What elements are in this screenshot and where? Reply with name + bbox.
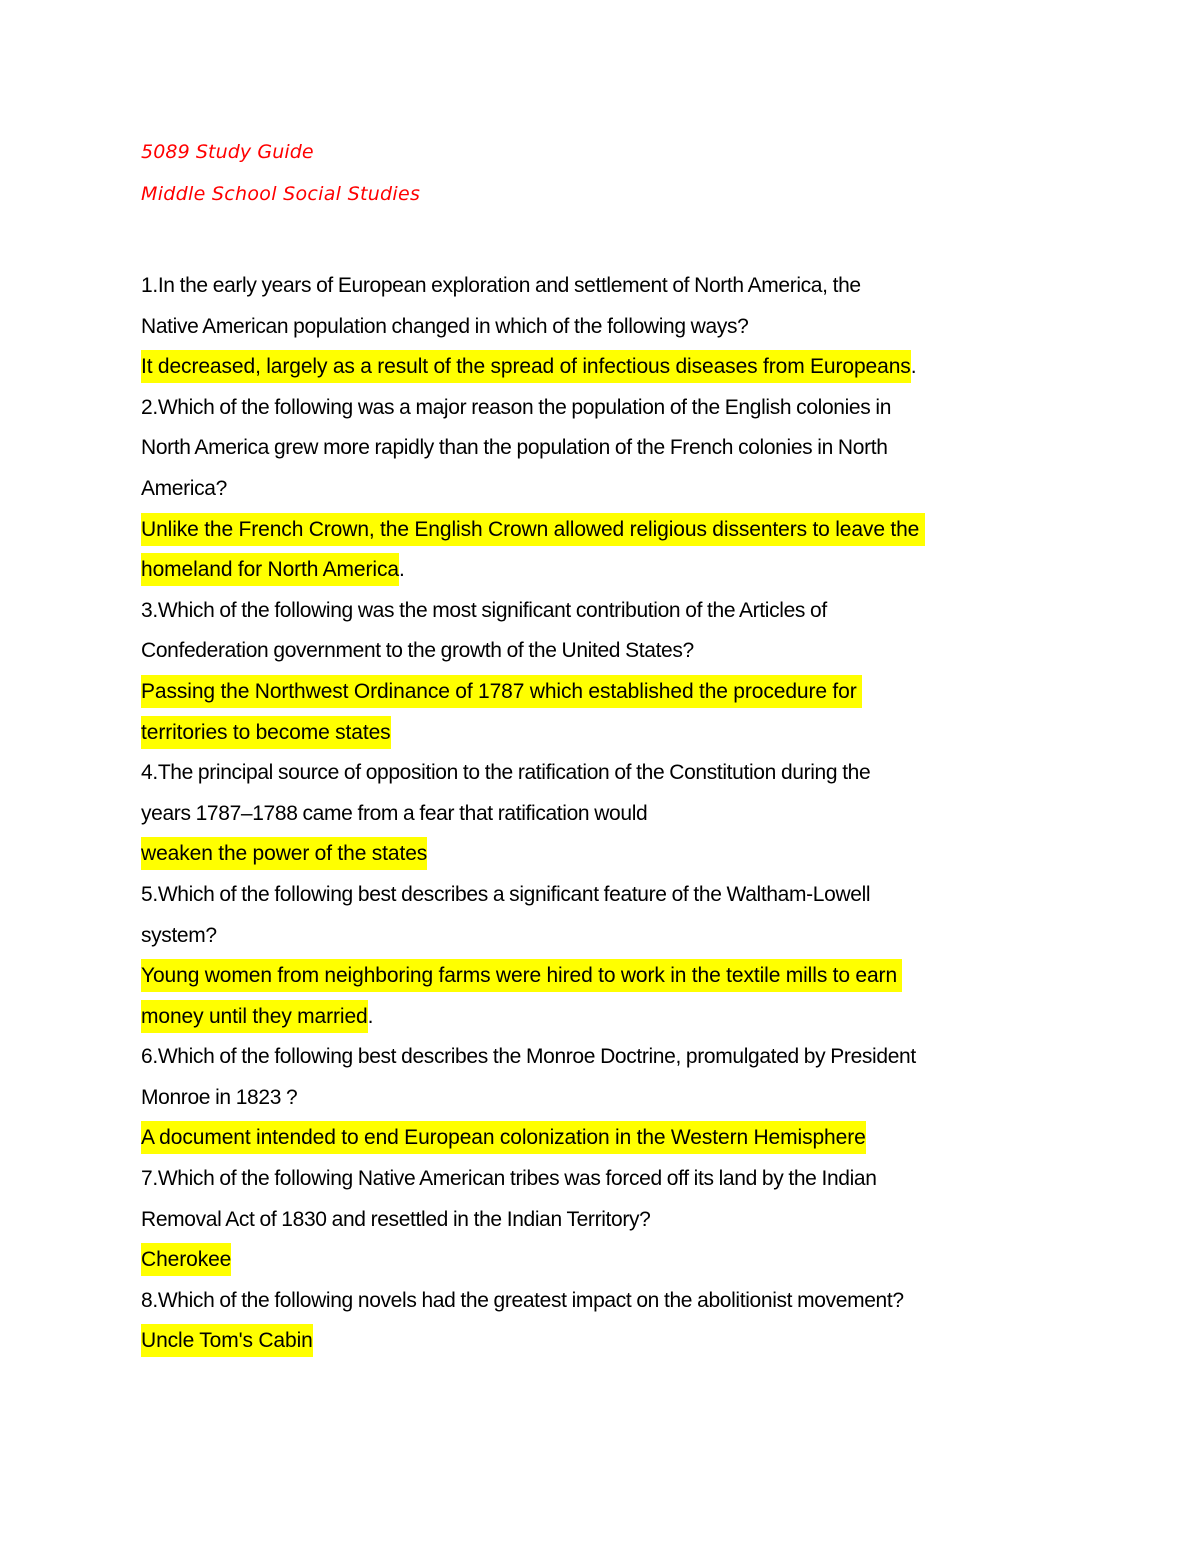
answer-line <box>141 834 1081 875</box>
question-text: years 1787–1788 came from a fear that ratification would <box>141 801 648 825</box>
question-text: America? <box>141 476 227 500</box>
answer-line <box>141 510 1081 551</box>
question-text: 4.The principal source of opposition to the ratification of the Constitution during the <box>141 761 871 785</box>
highlighted-answer: money until they married <box>141 1000 368 1033</box>
answer-line <box>141 550 1081 591</box>
highlighted-answer: It decreased, largely as a result of the spread of infectious diseases from Europeans <box>141 350 911 383</box>
question-text: Native American population changed in which of the following ways? <box>141 314 749 338</box>
answer-line <box>141 997 1081 1038</box>
highlighted-answer: weaken the power of the states <box>141 837 427 870</box>
question-item-2 <box>141 388 1081 591</box>
question-text: Removal Act of 1830 and resettled in the Indian Territory? <box>141 1207 651 1231</box>
question-text: 1.In the early years of European exploration and settlement of North America, the <box>141 274 861 297</box>
highlighted-answer: Uncle Tom's Cabin <box>141 1324 313 1357</box>
highlighted-answer: territories to become states <box>141 716 391 749</box>
answer-line <box>141 1321 1081 1362</box>
answer-line <box>141 713 1081 754</box>
answer-line <box>141 672 1081 713</box>
question-text: Monroe in 1823 ? <box>141 1085 298 1109</box>
answer-suffix: . <box>367 1004 374 1028</box>
answer-suffix: . <box>910 355 917 379</box>
question-item-8 <box>141 1281 1081 1362</box>
answer-line <box>141 1118 1081 1159</box>
answer-line <box>141 956 1081 997</box>
question-text: North America grew more rapidly than the population of the French colonies in North <box>141 436 888 460</box>
question-item-4 <box>141 753 1081 875</box>
highlighted-answer: Young women from neighboring farms were hired to work in the textile mills to earn <box>141 959 902 992</box>
answer-suffix: . <box>398 558 405 582</box>
question-list <box>141 266 1081 1362</box>
question-text: Confederation government to the growth of the United States? <box>141 639 694 663</box>
question-text: 8.Which of the following novels had the greatest impact on the abolitionist movement? <box>141 1288 904 1312</box>
question-text: 3.Which of the following was the most significant contribution of the Articles of <box>141 598 827 622</box>
answer-line <box>141 347 1081 388</box>
question-item-6 <box>141 1037 1081 1159</box>
answer-line <box>141 1240 1081 1281</box>
question-item-5 <box>141 875 1081 1037</box>
highlighted-answer: Passing the Northwest Ordinance of 1787 which established the procedure for <box>141 675 862 708</box>
question-text: 5.Which of the following best describes a significant feature of the Waltham-Lowell <box>141 882 871 906</box>
question-text: system? <box>141 923 217 947</box>
highlighted-answer: homeland for North America <box>141 553 399 586</box>
question-text: 6.Which of the following best describes the Monroe Doctrine, promulgated by President <box>141 1045 916 1069</box>
highlighted-answer: Cherokee <box>141 1243 231 1276</box>
question-item-1 <box>141 266 1081 388</box>
highlighted-answer: A document intended to end European colonization in the Western Hemisphere <box>141 1121 866 1154</box>
question-text: 2.Which of the following was a major reason the population of the English colonies in <box>141 395 892 419</box>
question-item-3 <box>141 591 1081 753</box>
question-text: 7.Which of the following Native American tribes was forced off its land by the Indian <box>141 1167 877 1191</box>
highlighted-answer: Unlike the French Crown, the English Crown allowed religious dissenters to leave the <box>141 513 925 546</box>
document-subtitle: Middle School Social Studies <box>141 183 421 205</box>
document-title: 5089 Study Guide <box>141 141 314 163</box>
question-item-7 <box>141 1159 1081 1281</box>
